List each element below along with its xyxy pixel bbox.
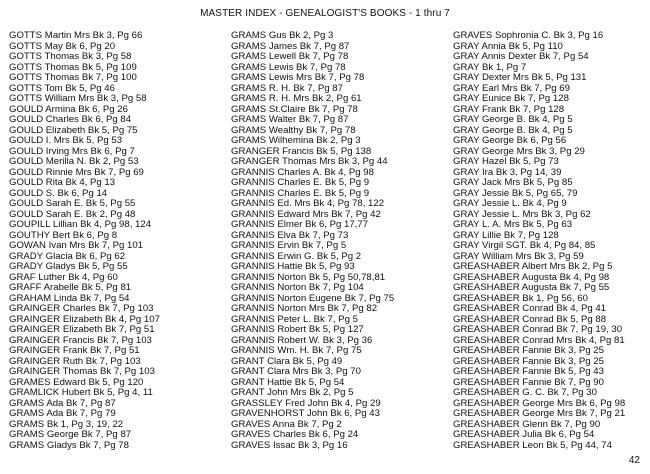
index-entry: GREASHABER Julia Bk 6, Pg 54: [453, 429, 595, 440]
index-entry: GOULD S. Bk 6, Pg 14: [9, 187, 108, 199]
index-entry: GRAMS Ada Bk 7, Pg 79: [9, 408, 116, 419]
index-entry: GRANNIS Ed. Mrs Bk 4, Pg 78, 122: [231, 198, 385, 209]
index-entry: GRAY George Mrs Bk 3, Pg 29: [453, 145, 585, 157]
index-entry: GRANNIS Robert W. Bk 3, Pg 36: [231, 334, 373, 346]
index-entry: GRAMS Lewis Mrs Bk 7, Pg 78: [231, 72, 365, 83]
index-entry: GRANNIS Charles E. Bk 5, Pg 9: [231, 187, 370, 199]
index-entry: GOULD Armina Bk 6, Pg 26: [9, 103, 128, 115]
index-entry: GRANNIS Erwin G. Bk 5, Pg 2: [231, 250, 362, 262]
index-entry: GRAMS Lewis Bk 7, Pg 78: [231, 61, 346, 73]
index-entry: GRAVES Anna Bk 7, Pg 2: [231, 418, 342, 430]
index-entry: GRADY Glacia Bk 6, Pg 62: [9, 250, 126, 262]
index-entry: GRADY Gladys Bk 5, Pg 55: [9, 261, 128, 272]
index-entry: GRAINGER Ruth Bk 7, Pg 103: [9, 355, 141, 367]
index-entry: GRAINGER Elizabeth Bk 7, Pg 51: [9, 324, 155, 335]
index-entry: GRAY Annis Dexter Bk 7, Pg 54: [453, 51, 589, 62]
index-entry: GREASHABER Augusta Bk 7, Pg 55: [453, 282, 610, 293]
index-entry: GOULD Elizabeth Bk 5, Pg 75: [9, 124, 138, 136]
index-entry: GRAY William Mrs Bk 3, Pg 59: [453, 250, 584, 262]
index-entry: GRANT John Mrs Bk 2, Pg 5: [231, 387, 354, 398]
index-entry: GRAMS Bk 1, Pg 3, 19, 22: [9, 418, 124, 430]
index-entry: GRAMS George Bk 7, Pg 87: [9, 429, 132, 440]
index-entry: GRAMS Walter Bk 7, Pg 87: [231, 114, 349, 125]
page-title: MASTER INDEX - GENEALOGIST'S BOOKS - 1 thru 7: [200, 8, 450, 19]
index-entry: GRANNIS Elmer Bk 6, Pg 17,77: [231, 219, 369, 230]
index-entry: GRAINGER Frank Bk 7, Pg 51: [9, 345, 140, 356]
index-entry: GRANNIS Ervin Bk 7, Pg 5: [231, 240, 347, 251]
index-entry: GRAY Earl Mrs Bk 7, Pg 69: [453, 82, 570, 94]
index-entry: GRAINGER Thomas Bk 7, Pg 103: [9, 366, 155, 377]
index-entry: GRAY Virgil SGT. Bk 4, Pg 84, 85: [453, 240, 596, 251]
index-entry: GRANNIS Norton Mrs Bk 7, Pg 82: [231, 303, 378, 314]
index-entry: GRANNIS Hattie Bk 5, Pg 93: [231, 261, 355, 272]
index-entry: GRAY L. A. Mrs Bk 5, Pg 63: [453, 219, 573, 230]
index-entry: GOTTS Thomas Bk 3, Pg 58: [9, 51, 132, 62]
index-entry: GOULD Merilla N. Bk 2, Pg 53: [9, 156, 139, 167]
index-entry: GRAVENHORST John Bk 6, Pg 43: [231, 408, 380, 419]
index-entry: GRAY Jack Mrs Bk 5, Pg 85: [453, 177, 573, 188]
index-entry: GRAFF Arabelle Bk 5, Pg 81: [9, 282, 132, 293]
index-entry: GRANNIS Elva Bk 7, Pg 73: [231, 229, 349, 241]
index-entry: GRAY Hazel Bk 5, Pg 73: [453, 156, 559, 167]
index-entry: GRAMS Lewell Bk 7, Pg 78: [231, 51, 349, 62]
index-entry: GOULD Sarah E. Bk 5, Pg 55: [9, 198, 136, 209]
index-entry: GOTTS May Bk 6, Pg 20: [9, 40, 116, 52]
index-entry: GOTTS Martin Mrs Bk 3, Pg 66: [9, 30, 143, 41]
index-entry: GRAMS Gus Bk 2, Pg 3: [231, 30, 334, 41]
index-entry: GRAMS James Bk 7, Pg 87: [231, 40, 350, 52]
index-entry: GREASHABER Conrad Mrs Bk 4, Pg 81: [453, 334, 625, 346]
index-entry: GOUPILL Lillian Bk 4, Pg 98, 124: [9, 219, 152, 230]
index-entry: GOULD I. Mrs Bk 5, Pg 53: [9, 135, 123, 146]
index-entry: GREASHABER Conrad Bk 5, Pg 88: [453, 313, 607, 325]
index-entry: GRAMS Wealthy Bk 7, Pg 78: [231, 124, 356, 136]
index-entry: GREASHABER Fannie Bk 7, Pg 90: [453, 376, 604, 388]
page-number: 42: [628, 455, 640, 466]
index-entry: GRANGER Francis Bk 5, Pg 138: [231, 145, 372, 157]
index-entry: GREASHABER Leon Bk 5, Pg 44, 74: [453, 439, 612, 451]
index-entry: GRAY Jessie Bk 5, Pg 65, 79: [453, 187, 578, 199]
index-entry: GRANNIS Robert Bk 5, Pg 127: [231, 324, 364, 335]
index-entry: GRAY George Bk 6, Pg 56: [453, 135, 567, 146]
index-entry: GOULD Rita Bk 4, Pg 13: [9, 177, 116, 188]
index-column-1: [9, 31, 160, 451]
index-entry: GOULD Rinnie Mrs Bk 7, Pg 69: [9, 166, 144, 178]
index-entry: GREASHABER Glenn Bk 7, Pg 90: [453, 418, 601, 430]
index-entry: GRASSLEY Fred John Bk 4, Pg 29: [231, 397, 381, 409]
index-entry: GRAVES Issac Bk 3, Pg 16: [231, 439, 348, 451]
index-entry: GRANNIS Norton Eugene Bk 7, Pg 75: [231, 292, 395, 304]
index-entry: GRAVES Sophronia C. Bk 3, Pg 16: [453, 30, 604, 41]
index-entry: GRAMS Ada Bk 7, Pg 87: [9, 397, 116, 409]
index-entry: GOULD Irving Mrs Bk 6, Pg 7: [9, 145, 135, 157]
index-entry: GRANNIS Norton Bk 5, Pg 50,78,81: [231, 271, 386, 283]
index-entry: GREASHABER Conrad Bk 7, Pg 19, 30: [453, 324, 623, 335]
index-entry: GRAY George B. Bk 4, Pg 5: [453, 124, 573, 136]
index-entry: GRANT Clara Bk 5, Pg 49: [231, 355, 343, 367]
index-entry: GOULD Sarah E. Bk 2, Pg 48: [9, 208, 136, 220]
index-entry: GOTTS Thomas Bk 5, Pg 109: [9, 61, 137, 73]
index-column-2: [231, 31, 394, 451]
index-entry: GRAINGER Charles Bk 7, Pg 103: [9, 303, 154, 314]
index-entry: GRANNIS Charles A. Bk 4, Pg 98: [231, 166, 374, 178]
index-entry: GRANNIS Charles E. Bk 5, Pg 9: [231, 177, 370, 188]
index-entry: GRAINGER Francis Bk 7, Pg 103: [9, 334, 152, 346]
index-entry: GRAF Luther Bk 4, Pg 60: [9, 271, 118, 283]
index-entry: GRANT Hattie Bk 5, Pg 54: [231, 376, 345, 388]
index-entry: GRAMS R. H. Bk 7, Pg 87: [231, 82, 343, 94]
index-entry: GREASHABER Conrad Bk 4, Pg 41: [453, 303, 607, 314]
index-entry: GRANGER Thomas Mrs Bk 3, Pg 44: [231, 156, 388, 167]
index-entry: GRANNIS Norton Bk 7, Pg 104: [231, 282, 364, 293]
index-entry: GREASHABER Fannie Bk 5, Pg 43: [453, 366, 604, 377]
index-entry: GRAY George B. Bk 4, Pg 5: [453, 114, 573, 125]
index-entry: GRAHAM Linda Bk 7, Pg 54: [9, 292, 130, 304]
index-entry: GREASHABER Bk 1, Pg 56, 60: [453, 292, 588, 304]
index-entry: GRAY Dexter Mrs Bk 5, Pg 131: [453, 72, 587, 83]
index-entry: GRANNIS Edward Mrs Bk 7, Pg 42: [231, 208, 381, 220]
index-entry: GRAY Jessie L. Bk 4, Pg 9: [453, 198, 567, 209]
index-entry: GRAVES Charles Bk 6, Pg 24: [231, 429, 359, 440]
index-entry: GREASHABER G. C. Bk 7, Pg 30: [453, 387, 597, 398]
index-entry: GRAY Jessie L. Mrs Bk 3, Pg 62: [453, 208, 591, 220]
index-entry: GRAY Annia Bk 5, Pg 110: [453, 40, 563, 52]
index-entry: GRAY Eunice Bk 7, Pg 128: [453, 93, 569, 104]
index-entry: GRAY Lillie Bk 7, Pg 128: [453, 229, 559, 241]
index-entry: GRAY Bk 1, Pg 7: [453, 61, 527, 73]
index-entry: GRAY Frank Bk 7, Pg 128: [453, 103, 565, 115]
index-entry: GRAMS St.Claire Bk 7, Pg 78: [231, 103, 358, 115]
index-entry: GOTTS Thomas Bk 7, Pg 100: [9, 72, 137, 83]
index-entry: GOWAN Ivan Mrs Bk 7, Pg 101: [9, 240, 143, 251]
index-entry: GOTTS Tom Bk 5, Pg 46: [9, 82, 115, 94]
index-entry: GREASHABER Fannie Bk 3, Pg 25: [453, 345, 604, 356]
index-entry: GOULD Charles Bk 6, Pg 84: [9, 114, 132, 125]
index-entry: GRANNIS Peter L. Bk 7, Pg 5: [231, 313, 358, 325]
index-entry: GRANT Clara Mrs Bk 3, Pg 70: [231, 366, 361, 377]
index-entry: GRAMLICK Hubert Bk 5, Pg 4, 11: [9, 387, 153, 398]
index-entry: GRAINGER Elizabeth Bk 4, Pg 107: [9, 313, 160, 325]
index-entry: GRAMS R. H. Mrs Bk 2, Pg 61: [231, 93, 362, 104]
index-entry: GOTTS William Mrs Bk 3, Pg 58: [9, 93, 147, 104]
index-entry: GRANNIS Wm. H. Bk 7, Pg 75: [231, 345, 362, 356]
index-column-3: [453, 31, 625, 451]
index-entry: GRAMS Gladys Bk 7, Pg 78: [9, 439, 129, 451]
index-entry: GRAMS Wilhemina Bk 2, Pg 3: [231, 135, 361, 146]
index-entry: GREASHABER George Mrs Bk 7, Pg 21: [453, 408, 626, 419]
index-entry: GREASHABER Albert Mrs Bk 2, Pg 5: [453, 261, 613, 272]
index-entry: GRAMES Edward Bk 5, Pg 120: [9, 376, 144, 388]
index-entry: GOUTHY Bert Bk 6, Pg 8: [9, 229, 118, 241]
index-entry: GRAY Ira Bk 3, Pg 14, 39: [453, 166, 562, 178]
index-entry: GREASHABER George Mrs Bk 6, Pg 98: [453, 397, 626, 409]
index-entry: GREASHABER Fannie Bk 3, Pg 25: [453, 355, 604, 367]
index-entry: GREASHABER Augusta Bk 4, Pg 98: [453, 271, 610, 283]
